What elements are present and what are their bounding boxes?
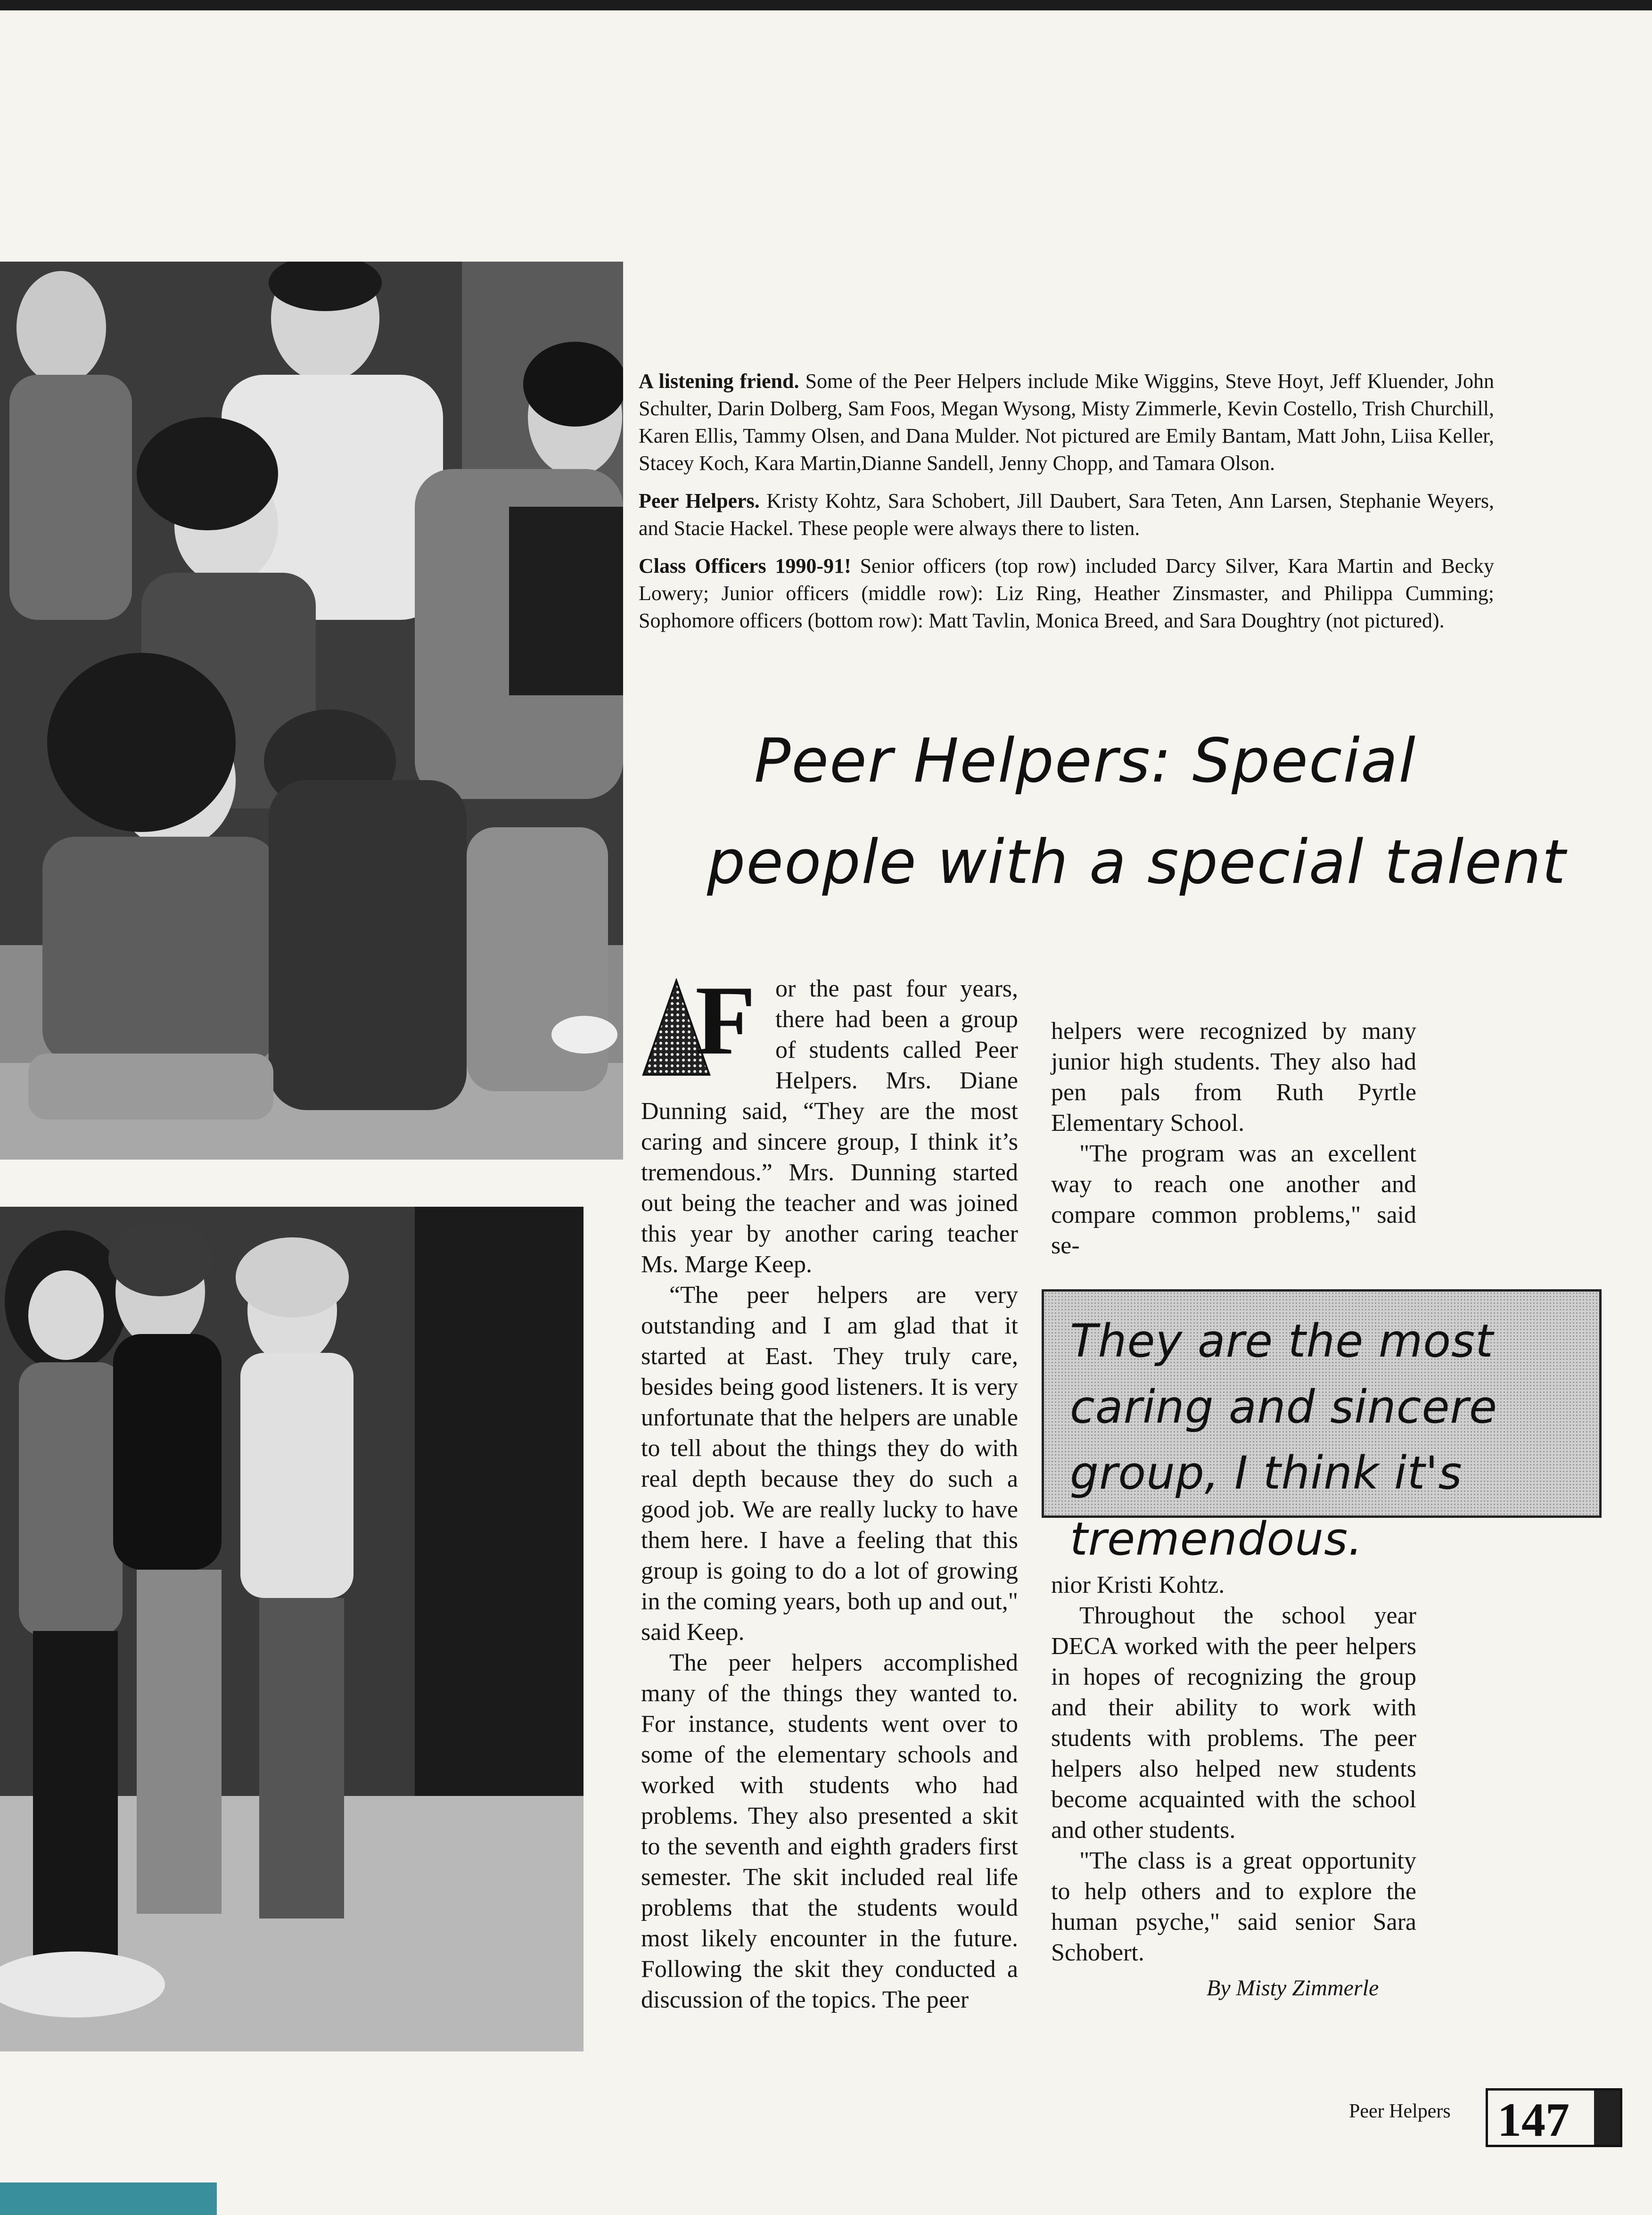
- caption-text: Kristy Kohtz, Sara Schobert, Jill Daubert, Sara Teten, Ann Larsen, Stephanie Weyers, and Stacie Hackel. These people were always there to listen.: [639, 489, 1494, 540]
- caption-class-officers: [639, 552, 1494, 634]
- page-number-tab: [1594, 2091, 1622, 2147]
- caption-lead: Class Officers 1990-91!: [639, 554, 851, 577]
- drop-cap-letter: F: [695, 966, 756, 1075]
- top-edge-bar: [0, 0, 1652, 10]
- byline: By Misty Zimmerle: [1207, 1976, 1379, 2001]
- article-paragraph-3: The peer helpers accomplished many of the things they wanted to. For instance, students went over to some of the elementary schools and worked with students who had problems. They also presented a skit to the seventh and eighth graders first semester. The skit included real life problems that the students would most likely encounter in the future. Following the skit they conducted a discussion of the topics. The peer: [641, 1649, 1018, 2013]
- caption-peer-helpers: [639, 487, 1494, 542]
- caption-lead: A listening friend.: [639, 370, 799, 393]
- headline-line-1: Peer Helpers: Special: [754, 726, 1416, 796]
- drop-cap: [641, 966, 771, 1079]
- footer-section-label: Peer Helpers: [1349, 2100, 1451, 2122]
- caption-text: Some of the Peer Helpers include Mike Wiggins, Steve Hoyt, Jeff Kluender, John Schulter, Darin Dolberg, Sam Foos, Megan Wysong, Misty Zimmerle, Kevin Costello, Trish Churchill, Karen Ellis, Tammy Olsen, and Dana Mulder. Not pictured are Emily Bantam, Matt John, Liisa Keller, Stacey Koch, Kara Martin,Dianne Sandell, Jenny Chopp, and Tamara Olson.: [639, 370, 1494, 475]
- page-number-box: [1486, 2088, 1622, 2147]
- article-paragraph-8: "The class is a great opportunity to help others and to explore the human psyche," said senior Sara Schobert.: [1051, 1847, 1416, 1966]
- photo-illustration: [0, 1207, 584, 2051]
- pull-quote-box: [1042, 1289, 1602, 1565]
- photo-illustration: [0, 262, 623, 1160]
- article-paragraph-1: or the past four years, there had been a group of students called Peer Helpers. Mrs. Diane Dunning said, “They are the most caring and sincere group, I think it’s tremendous.” Mrs. Dunning started out being the teacher and was joined this year by another caring teacher Ms. Marge Keep.: [641, 975, 1018, 1278]
- article-paragraph-6: nior Kristi Kohtz.: [1051, 1572, 1225, 1598]
- article-paragraph-5: "The program was an excellent way to reach one another and compare common problems," said se-: [1051, 1140, 1416, 1259]
- article-column-right-top: [1051, 1016, 1416, 1261]
- photo-three-peer-helpers: [0, 1207, 584, 2051]
- article-column-right-bottom: [1051, 1570, 1416, 1968]
- group-photo-peer-helpers: [0, 262, 623, 1160]
- article-paragraph-2: “The peer helpers are very outstanding and I am glad that it started at East. They truly care, besides being good listeners. It is very unfortunate that the helpers are unable to tell about the things they do with real depth because they do such a good job. We are really lucky to have them here. I have a feeling that this group is going to do a lot of growing in the coming years, both up and out," said Keep.: [641, 1282, 1018, 1646]
- caption-listening-friend: [639, 368, 1494, 477]
- caption-lead: Peer Helpers.: [639, 489, 760, 512]
- binding-edge: [0, 2182, 217, 2215]
- page-number: 147: [1497, 2093, 1570, 2147]
- headline-line-2: people with a special talent: [707, 827, 1567, 898]
- pull-quote-text: They are the most caring and sincere group, I think it's tremendous.: [1070, 1315, 1498, 1565]
- photo-captions: [639, 368, 1494, 645]
- article-column-left: [641, 966, 1018, 2015]
- article-paragraph-7: Throughout the school year DECA worked with the peer helpers in hopes of recognizing the group and their ability to work with students with problems. The peer helpers also helped new students become acquainted with the school and other students.: [1051, 1602, 1416, 1844]
- article-paragraph-4: helpers were recognized by many junior high students. They also had pen pals from Ruth Pyrtle Elementary School.: [1051, 1018, 1416, 1136]
- caption-text: Senior officers (top row) included Darcy Silver, Kara Martin and Becky Lowery; Junior officers (middle row): Liz Ring, Heather Zinsmaster, and Philippa Cumming; Sophomore officers (bottom row): Matt Tavlin, Monica Breed, and Sara Doughtry (not pictured).: [639, 554, 1494, 632]
